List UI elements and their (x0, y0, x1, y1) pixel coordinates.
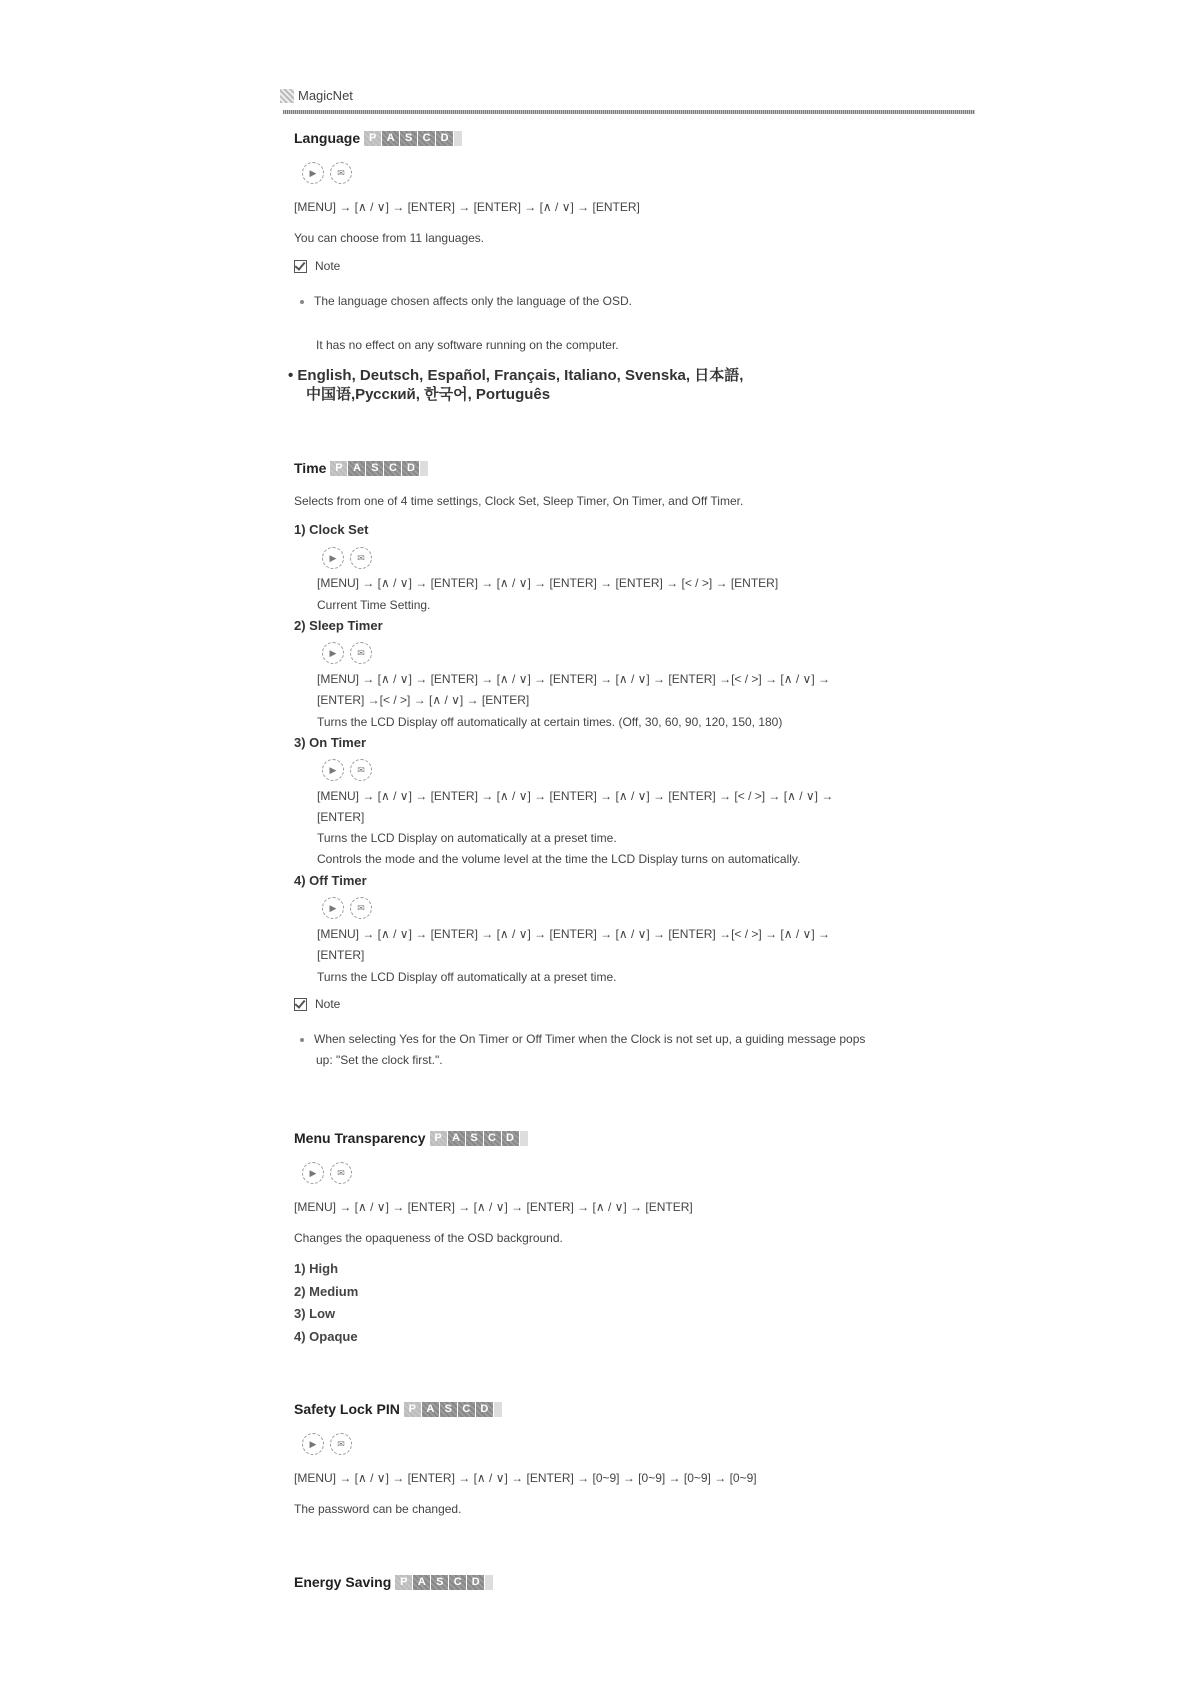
language-desc: You can choose from 11 languages. (294, 231, 485, 245)
on-timer-path: [MENU] → [∧ / ∨] → [ENTER] → [∧ / ∨] → [ENTER] → [∧ / ∨] → [ENTER] → [< / >] → [∧ / ∨] → (317, 789, 834, 803)
time-note-item: When selecting Yes for the On Timer or Off Timer when the Clock is not set up, a guiding message pops (300, 1032, 865, 1046)
mode-badge: P A S C D (330, 461, 428, 476)
off-timer-path: [MENU] → [∧ / ∨] → [ENTER] → [∧ / ∨] → [ENTER] → [∧ / ∨] → [ENTER] →[< / >] → [∧ / ∨] → (317, 927, 830, 941)
menu-button-icon: ✉ (350, 547, 372, 569)
play-icon: ▶ (322, 759, 344, 781)
menu-button-icon: ✉ (330, 162, 352, 184)
language-note-item: The language chosen affects only the language of the OSD. (300, 294, 632, 308)
menu-transparency-path: [MENU] → [∧ / ∨] → [ENTER] → [∧ / ∨] → [ENTER] → [∧ / ∨] → [ENTER] (294, 1200, 693, 1214)
option-low: 3) Low (294, 1306, 336, 1321)
note-checkbox-icon (294, 998, 307, 1011)
option-opaque: 4) Opaque (294, 1329, 358, 1344)
note-checkbox-icon (294, 260, 307, 273)
remote-buttons (322, 547, 372, 569)
sleep-timer-heading: 2) Sleep Timer (294, 618, 383, 633)
mode-badge: P A S C D (364, 131, 462, 146)
play-icon: ▶ (322, 897, 344, 919)
safety-lock-path: [MENU] → [∧ / ∨] → [ENTER] → [∧ / ∨] → [ENTER] → [0~9] → [0~9] → [0~9] → [0~9] (294, 1471, 757, 1485)
energy-saving-title: Energy Saving P A S C D (294, 1574, 493, 1590)
language-note: Note (294, 259, 340, 273)
remote-buttons (302, 1162, 352, 1184)
menu-transparency-title: Menu Transparency P A S C D (294, 1130, 528, 1146)
safety-lock-pin-title: Safety Lock PIN P A S C D (294, 1401, 502, 1417)
header-divider (283, 110, 975, 114)
mode-badge: P A S C D (430, 1131, 528, 1146)
on-timer-path-cont: [ENTER] (317, 810, 365, 824)
header-logo-text: MagicNet (298, 88, 353, 103)
remote-buttons (322, 642, 372, 664)
mode-badge: P A S C D (404, 1402, 502, 1417)
bullet-icon (300, 300, 304, 304)
play-icon: ▶ (322, 547, 344, 569)
on-timer-heading: 3) On Timer (294, 735, 367, 750)
menu-button-icon: ✉ (350, 759, 372, 781)
language-title: Language P A S C D (294, 130, 462, 146)
sleep-timer-desc: Turns the LCD Display off automatically at certain times. (Off, 30, 60, 90, 120, 150, 180) (317, 715, 783, 729)
magicnet-logo-icon (280, 89, 294, 103)
menu-button-icon: ✉ (350, 642, 372, 664)
mode-badge: P A S C D (395, 1575, 493, 1590)
clock-set-desc: Current Time Setting. (317, 598, 431, 612)
clock-set-path: [MENU] → [∧ / ∨] → [ENTER] → [∧ / ∨] → [ENTER] → [ENTER] → [< / >] → [ENTER] (317, 576, 779, 590)
language-menu-path: [MENU] → [∧ / ∨] → [ENTER] → [ENTER] → [∧ / ∨] → [ENTER] (294, 200, 640, 214)
option-high: 1) High (294, 1261, 339, 1276)
play-icon: ▶ (302, 162, 324, 184)
remote-buttons (302, 1433, 352, 1455)
menu-button-icon: ✉ (330, 1433, 352, 1455)
sleep-timer-path-cont: [ENTER] →[< / >] → [∧ / ∨] → [ENTER] (317, 693, 530, 707)
remote-buttons (302, 162, 352, 184)
time-desc: Selects from one of 4 time settings, Clock Set, Sleep Timer, On Timer, and Off Timer. (294, 494, 744, 508)
option-medium: 2) Medium (294, 1284, 359, 1299)
safety-lock-desc: The password can be changed. (294, 1502, 462, 1516)
page-header (280, 88, 353, 103)
off-timer-heading: 4) Off Timer (294, 873, 367, 888)
menu-transparency-desc: Changes the opaqueness of the OSD background. (294, 1231, 563, 1245)
sleep-timer-path: [MENU] → [∧ / ∨] → [ENTER] → [∧ / ∨] → [ENTER] → [∧ / ∨] → [ENTER] →[< / >] → [∧ / ∨] → (317, 672, 830, 686)
remote-buttons (322, 759, 372, 781)
menu-button-icon: ✉ (330, 1162, 352, 1184)
bullet-icon (300, 1038, 304, 1042)
time-title: Time P A S C D (294, 460, 428, 476)
language-note-detail: It has no effect on any software running on the computer. (316, 338, 619, 352)
on-timer-desc: Turns the LCD Display on automatically at a preset time. (317, 831, 617, 845)
play-icon: ▶ (322, 642, 344, 664)
clock-set-heading: 1) Clock Set (294, 522, 369, 537)
off-timer-path-cont: [ENTER] (317, 948, 365, 962)
menu-button-icon: ✉ (350, 897, 372, 919)
on-timer-desc-2: Controls the mode and the volume level at the time the LCD Display turns on automatically. (317, 852, 801, 866)
play-icon: ▶ (302, 1433, 324, 1455)
time-note: Note (294, 997, 340, 1011)
off-timer-desc: Turns the LCD Display off automatically at a preset time. (317, 970, 617, 984)
time-note-cont: up: "Set the clock first.". (316, 1053, 443, 1067)
play-icon: ▶ (302, 1162, 324, 1184)
remote-buttons (322, 897, 372, 919)
language-list: • English, Deutsch, Español, Français, Italiano, Svenska, 日本語, 中国语,Русский, 한국어, Português (288, 367, 744, 403)
